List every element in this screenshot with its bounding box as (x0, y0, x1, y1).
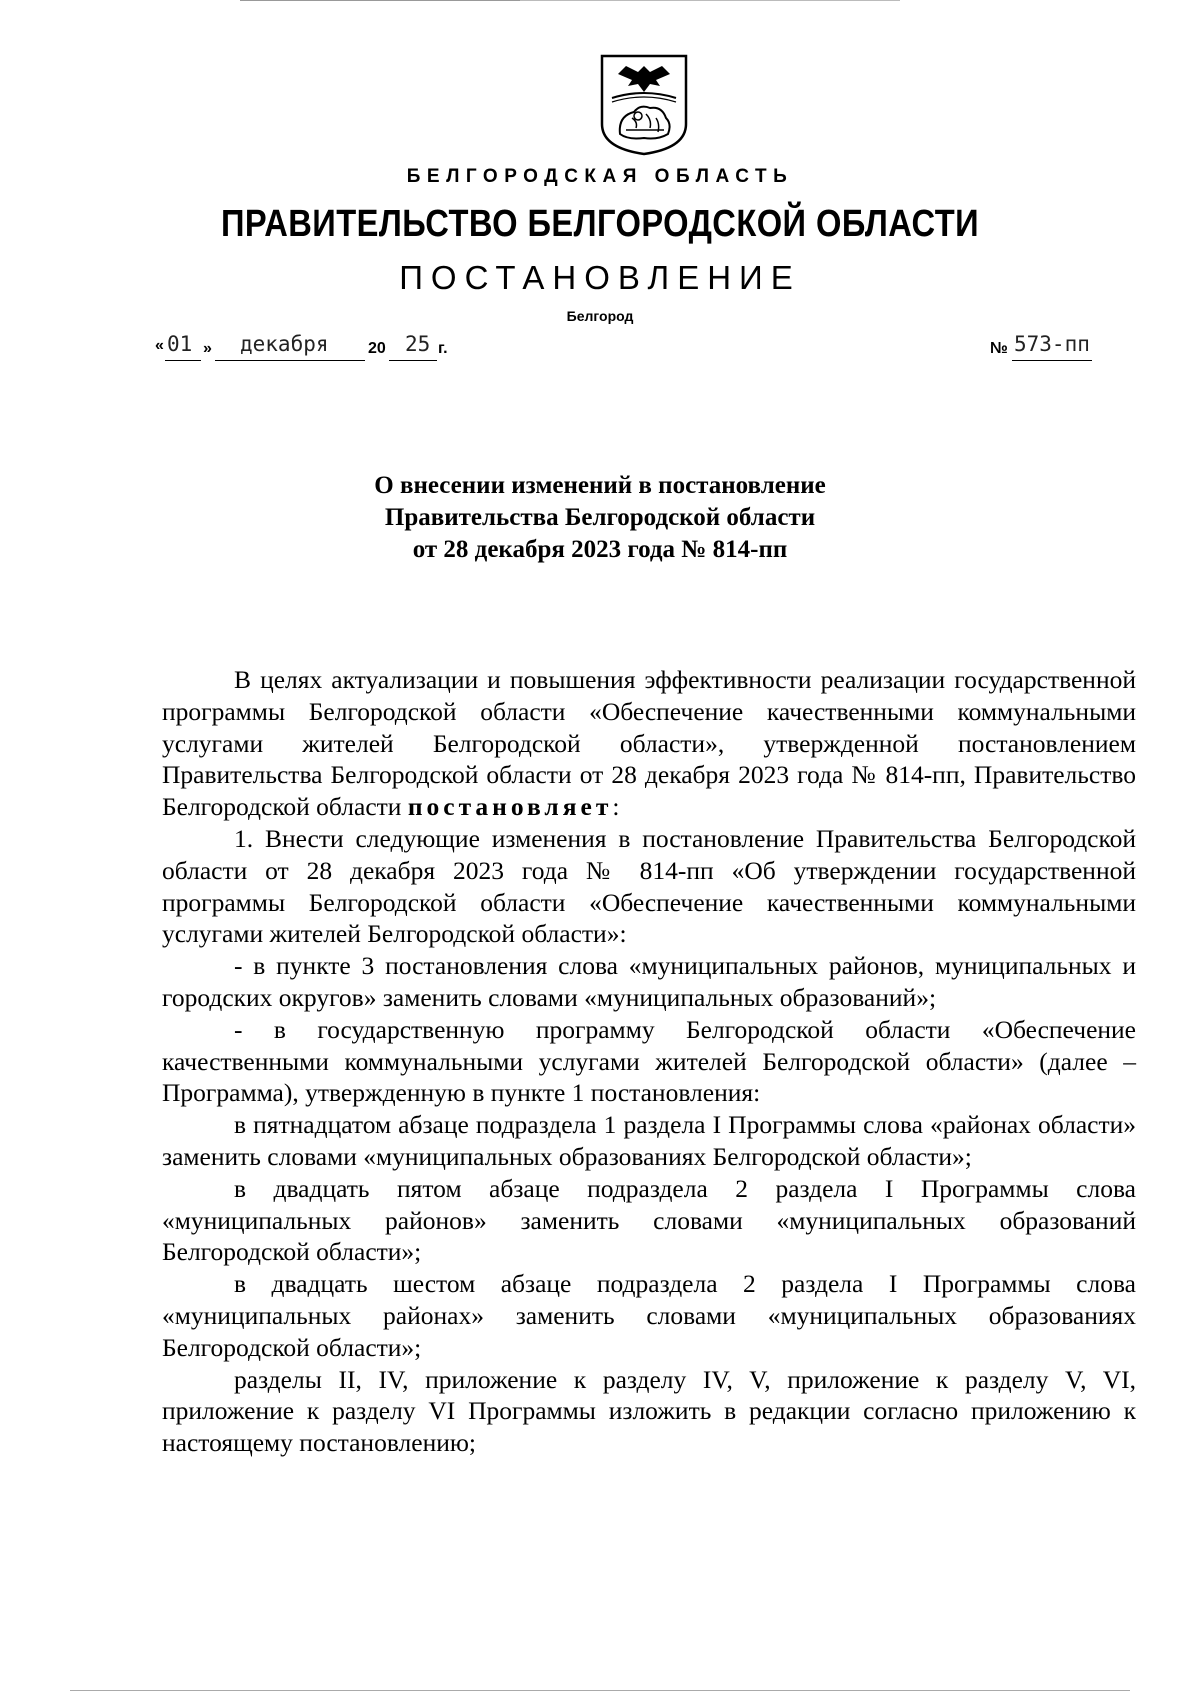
document-title (0, 470, 1200, 566)
number-label: № (990, 340, 1008, 357)
date-close-quote: » (203, 340, 212, 357)
scan-edge-top-2 (520, 0, 900, 1)
paragraph-sections: разделы II, IV, приложение к разделу IV, V, приложение к разделу V, VI, приложение к разделу VI Программы изложить в редакции согласно приложению к настоящему постановлению; (162, 1364, 1136, 1458)
date-day: 01 (167, 332, 193, 356)
government-name: ПРАВИТЕЛЬСТВО БЕЛГОРОДСКОЙ ОБЛАСТИ (220, 203, 980, 245)
date-year-underline (389, 360, 437, 361)
date-year-mark: г. (438, 340, 448, 357)
title-line-2: Правительства Белгородской области (384, 504, 816, 531)
resolve-word: постановляет (407, 792, 613, 822)
number-value: 573-пп (1014, 332, 1090, 356)
paragraph-fifteenth: в пятнадцатом абзаце подраздела 1 раздела I Программы слова «районах области» заменить словами «муниципальных образованиях Белгородской области»; (162, 1110, 1136, 1171)
document-body (162, 664, 1136, 1459)
region-name: БЕЛГОРОДСКАЯ ОБЛАСТЬ (406, 166, 794, 187)
date-month: декабря (240, 332, 329, 356)
number-underline (1012, 360, 1092, 361)
city-name: Белгород (566, 308, 634, 324)
date-year-prefix: 20 (368, 340, 386, 357)
coat-of-arms-emblem (598, 52, 690, 156)
document-date (155, 332, 485, 362)
document-number (990, 332, 1110, 362)
date-day-underline (165, 360, 201, 361)
resolve-colon: : (612, 792, 620, 822)
date-year-suffix: 25 (405, 332, 431, 356)
preamble-text: В целях актуализации и повышения эффективности реализации государственной программы Белгородской области «Обеспечение качественными коммунальными услугами жителей Белгородской области», утвержденной постановлением Правительства Белгородской области от 28 декабря 2023 года № 814-пп, Правительство Белгородской области (162, 665, 1136, 822)
document-type: ПОСТАНОВЛЕНИЕ (399, 259, 801, 296)
scan-edge-bottom (70, 1690, 1130, 1691)
date-open-quote: « (155, 337, 164, 354)
date-month-underline (215, 360, 365, 361)
paragraph-twenty-fifth: в двадцать пятом абзаце подраздела 2 раздела I Программы слова «муниципальных районов» заменить словами «муниципальных образований Белгородской области»; (162, 1173, 1136, 1267)
title-line-1: О внесении изменений в постановление (374, 472, 826, 499)
paragraph-twenty-sixth: в двадцать шестом абзаце подраздела 2 раздела I Программы слова «муниципальных районах» заменить словами «муниципальных образованиях Белгородской области»; (162, 1269, 1136, 1362)
paragraph-preamble (162, 664, 1136, 823)
paragraph-point-3: - в пункте 3 постановления слова «муниципальных районов, муниципальных и городских округов» заменить словами «муниципальных образований»; (162, 951, 1136, 1012)
paragraph-program: - в государственную программу Белгородской области «Обеспечение качественными коммунальными услугами жителей Белгородской области» (далее – Программа), утвержденную в пункте 1 постановления: (162, 1014, 1136, 1108)
paragraph-item-1: 1. Внести следующие изменения в постановление Правительства Белгородской области от 28 декабря 2023 года № 814-пп «Об утверждении государственной программы Белгородской области «Обеспечение качественными коммунальными услугами жителей Белгородской области»: (162, 823, 1136, 949)
title-line-3: от 28 декабря 2023 года № 814-пп (412, 536, 788, 563)
scan-edge-top (240, 0, 520, 1)
